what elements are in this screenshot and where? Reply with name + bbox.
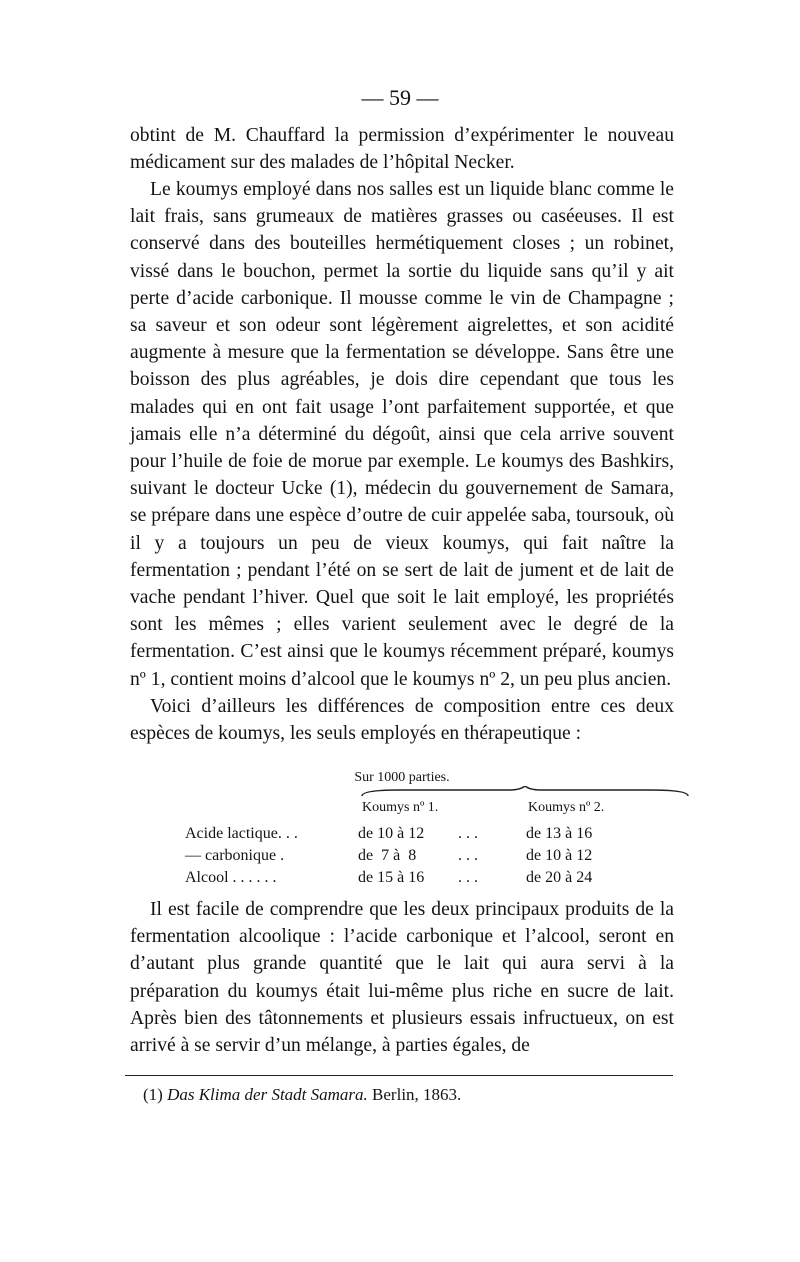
koumys-2-value: de 10 à 12 [526, 847, 593, 864]
composition-table [130, 770, 674, 890]
table-row [130, 847, 674, 869]
table-caption: Sur 1000 parties. [354, 770, 450, 785]
table-header-brace [360, 786, 690, 798]
koumys-2-value: de 20 à 24 [526, 869, 593, 886]
koumys-1-value: de 10 à 12 [358, 825, 425, 842]
table-row [130, 869, 674, 891]
koumys-1-value: de 7 à 8 [358, 847, 417, 864]
footnote-marker: (1) [143, 1085, 163, 1104]
column-header-koumys-2: Koumys nº 2. [528, 800, 605, 815]
leader-dots: . . . [458, 847, 478, 864]
paragraph-4: Il est facile de comprendre que les deux principaux produits de la fermentation alcoolique : l’acide carbonique et l’alcool, seront en d’autant plus grande quantité que le lait qui aura servi à la préparation du koumys était lui-même plus riche en sucre de lait. Après bien des tâtonnements et plusieurs essais infructueux, on est arrivé à se servir d’un mélange, à parties égales, de [130, 899, 674, 1057]
page-number: — 59 — [361, 85, 439, 110]
table-row [130, 825, 674, 847]
row-label: Acide lactique. . . [185, 825, 298, 842]
footnote-divider [125, 1075, 673, 1076]
row-label: — carbonique . [185, 847, 285, 864]
paragraph-3: Voici d’ailleurs les différences de composition entre ces deux espèces de koumys, les seuls employés en thérapeutique : [130, 696, 674, 745]
footnote [143, 1083, 461, 1107]
row-label: Alcool . . . . . . [185, 869, 277, 886]
paragraph-2: Le koumys employé dans nos salles est un liquide blanc comme le lait frais, sans grumeaux de matières grasses ou caséeuses. Il est conservé dans des bouteilles hermétiquement closes ; un robinet, vissé dans le bouchon, permet la sortie du liquide sans qu’il y ait perte d’acide carbonique. Il mousse comme le vin de Champagne ; sa saveur et son odeur sont légèrement aigrelettes, et son acidité augmente à mesure que la fermentation se développe. Sans être une boisson des plus agréables, je dois dire cependant que tous les malades qui en ont fait usage l’ont parfaitement supportée, et que jamais elle n’a déterminé du dégoût, ainsi que cela arrive souvent pour l’huile de foie de morue par exemple. Le koumys des Bashkirs, suivant le docteur Ucke (1), médecin du gouvernement de Samara, se prépare dans une espèce d’outre de cuir appelée saba, toursouk, où il y a toujours un peu de vieux koumys, qui fait naître la fermentation ; pendant l’été on se sert de lait de jument et de lait de vache pendant l’hiver. Quel que soit le lait employé, les propriétés sont les mêmes ; elles varient seulement avec le degré de la fermentation. C’est ainsi que le koumys récemment préparé, koumys nº 1, contient moins d’alcool que le koumys nº 2, un peu plus ancien. [130, 179, 674, 690]
paragraph-1: obtint de M. Chauffard la permission d’expérimenter le nouveau médicament sur des malades de l’hôpital Necker. [130, 125, 674, 174]
leader-dots: . . . [458, 825, 478, 842]
koumys-2-value: de 13 à 16 [526, 825, 593, 842]
leader-dots: . . . [458, 869, 478, 886]
footnote-publication: Berlin, 1863. [372, 1085, 462, 1104]
column-header-koumys-1: Koumys nº 1. [362, 800, 439, 815]
footnote-title: Das Klima der Stadt Samara. [167, 1085, 368, 1104]
koumys-1-value: de 15 à 16 [358, 869, 425, 886]
